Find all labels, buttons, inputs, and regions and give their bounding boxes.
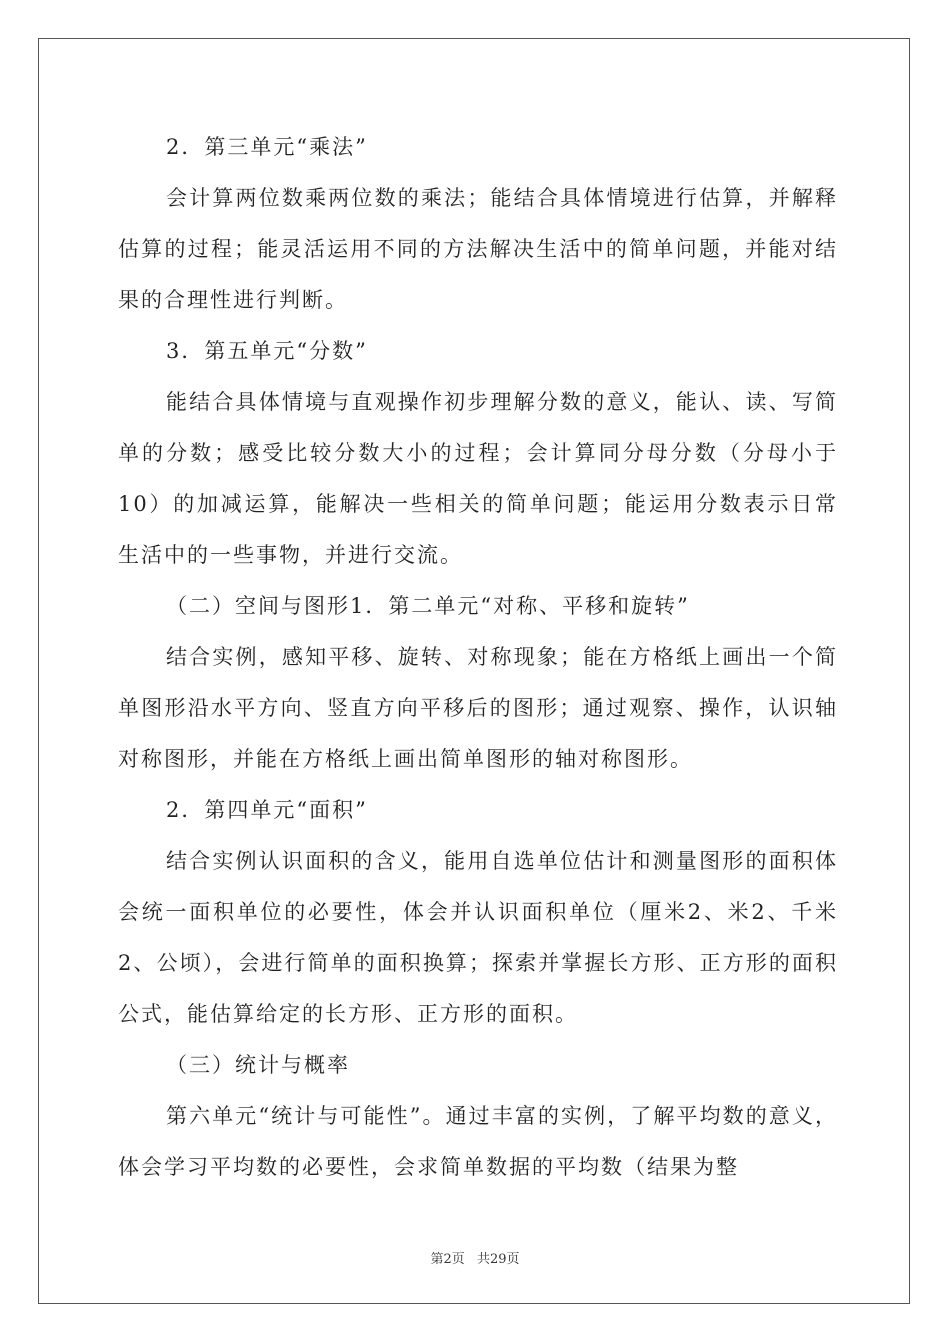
heading-area: 2．第四单元“面积” — [166, 798, 368, 822]
paragraph-symmetry: 结合实例，感知平移、旋转、对称现象；能在方格纸上画出一个简单图形沿水平方向、竖直方向平移后的图形；通过观察、操作，认识轴对称图形，并能在方格纸上画出简单图形的轴对称图形。 — [118, 645, 838, 771]
page-number: 第2页 — [430, 1252, 465, 1267]
heading-statistics: （三）统计与概率 — [166, 1053, 350, 1077]
paragraph-multiplication: 会计算两位数乘两位数的乘法；能结合具体情境进行估算，并解释估算的过程；能灵活运用不同的方法解决生活中的简单问题，并能对结果的合理性进行判断。 — [118, 186, 838, 312]
paragraph-area: 结合实例认识面积的含义，能用自选单位估计和测量图形的面积体会统一面积单位的必要性，体会并认识面积单位（厘米2、米2、千米2、公顷），会进行简单的面积换算；探索并掌握长方形、正方形的面积公式，能估算给定的长方形、正方形的面积。 — [118, 849, 838, 1026]
total-pages: 共29页 — [476, 1252, 520, 1267]
heading-fractions: 3．第五单元“分数” — [166, 339, 368, 363]
paragraph-fractions: 能结合具体情境与直观操作初步理解分数的意义，能认、读、写简单的分数；感受比较分数大小的过程；会计算同分母分数（分母小于10）的加减运算，能解决一些相关的简单问题；能运用分数表示日常生活中的一些事物，并进行交流。 — [118, 390, 838, 567]
heading-multiplication: 2．第三单元“乘法” — [166, 135, 368, 159]
document-body — [118, 122, 838, 1193]
heading-space-and-shape: （二）空间与图形1．第二单元“对称、平移和旋转” — [166, 594, 690, 618]
page-footer — [0, 1248, 950, 1267]
paragraph-statistics: 第六单元“统计与可能性”。通过丰富的实例，了解平均数的意义，体会学习平均数的必要性，会求简单数据的平均数（结果为整 — [118, 1104, 838, 1179]
